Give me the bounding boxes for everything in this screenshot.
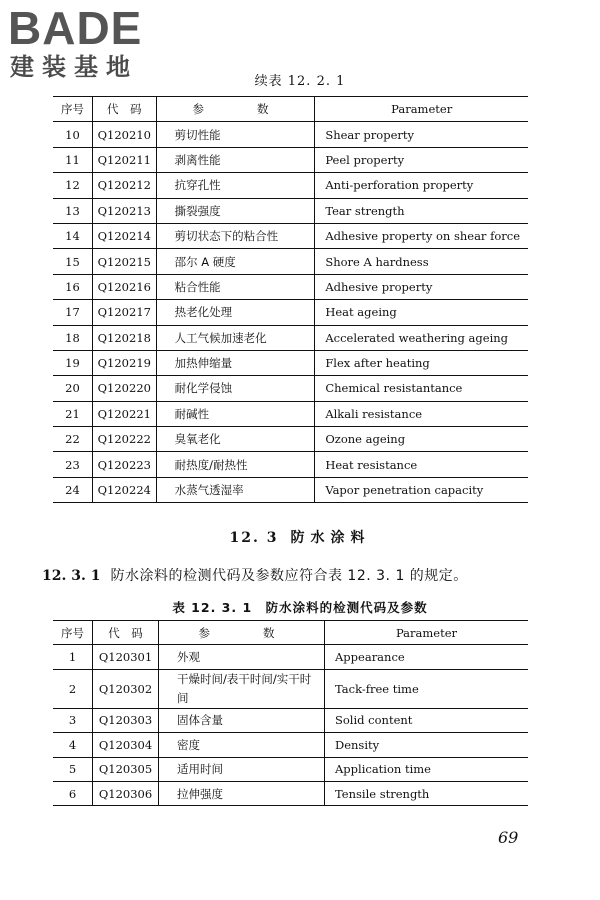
cell-parameter-en: Accelerated weathering ageing — [315, 325, 528, 350]
page-number: 69 — [498, 828, 519, 847]
header-code: 代 码 — [93, 97, 157, 122]
table-row — [53, 645, 528, 669]
cell-parameter-cn: 粘合性能 — [156, 274, 315, 299]
cell-parameter-cn: 拉伸强度 — [159, 781, 325, 805]
cell-code: Q120223 — [93, 452, 157, 477]
cell-index: 23 — [53, 452, 93, 477]
cell-index: 22 — [53, 427, 93, 452]
cell-parameter-cn: 水蒸气透湿率 — [156, 477, 315, 502]
logo-text: BADE — [8, 2, 143, 54]
cell-index: 4 — [53, 733, 93, 757]
cell-parameter-en: Appearance — [325, 645, 529, 669]
cell-index: 18 — [53, 325, 93, 350]
cell-index: 21 — [53, 401, 93, 426]
table-row — [53, 708, 528, 732]
cell-parameter-cn: 臭氧老化 — [156, 427, 315, 452]
section-title: 防水涂料 — [290, 530, 371, 546]
cell-index: 11 — [53, 147, 93, 172]
table-row — [53, 249, 528, 274]
cell-code: Q120221 — [93, 401, 157, 426]
table-row — [53, 350, 528, 375]
table-row — [53, 427, 528, 452]
cell-code: Q120301 — [93, 645, 159, 669]
cell-code: Q120305 — [93, 757, 159, 781]
cell-parameter-cn: 剥离性能 — [156, 147, 315, 172]
parameter-table-continued — [53, 96, 528, 503]
cell-index: 5 — [53, 757, 93, 781]
cell-parameter-en: Vapor penetration capacity — [315, 477, 528, 502]
cell-code: Q120219 — [93, 350, 157, 375]
table-row — [53, 452, 528, 477]
cell-code: Q120211 — [93, 147, 157, 172]
coating-parameter-table — [53, 620, 528, 806]
cell-index: 24 — [53, 477, 93, 502]
cell-code: Q120215 — [93, 249, 157, 274]
cell-parameter-en: Flex after heating — [315, 350, 528, 375]
cell-code: Q120224 — [93, 477, 157, 502]
table-row — [53, 781, 528, 805]
table-row — [53, 477, 528, 502]
table-header-row — [53, 621, 528, 645]
clause-text: 防水涂料的检测代码及参数应符合表 12. 3. 1 的规定。 — [110, 568, 468, 584]
cell-parameter-en: Adhesive property on shear force — [315, 223, 528, 248]
cell-index: 2 — [53, 669, 93, 708]
cell-parameter-cn: 耐化学侵蚀 — [156, 376, 315, 401]
table-caption: 续表 12. 2. 1 — [254, 74, 346, 89]
table-row — [53, 173, 528, 198]
cell-index: 13 — [53, 198, 93, 223]
cell-code: Q120304 — [93, 733, 159, 757]
cell-parameter-en: Heat resistance — [315, 452, 528, 477]
cell-parameter-en: Tack-free time — [325, 669, 529, 708]
cell-index: 12 — [53, 173, 93, 198]
cell-code: Q120214 — [93, 223, 157, 248]
cell-code: Q120210 — [93, 122, 157, 147]
table-row — [53, 733, 528, 757]
header-parameter-cn: 参 数 — [156, 97, 315, 122]
cell-index: 6 — [53, 781, 93, 805]
cell-parameter-cn: 邵尔 A 硬度 — [156, 249, 315, 274]
logo-subtitle: 建装基地 — [10, 53, 138, 81]
section-number: 12. 3 — [229, 530, 279, 546]
cell-code: Q120212 — [93, 173, 157, 198]
cell-code: Q120216 — [93, 274, 157, 299]
cell-index: 16 — [53, 274, 93, 299]
table-row — [53, 198, 528, 223]
table-row — [53, 401, 528, 426]
cell-parameter-en: Chemical resistantance — [315, 376, 528, 401]
cell-parameter-en: Density — [325, 733, 529, 757]
cell-code: Q120213 — [93, 198, 157, 223]
table-row — [53, 223, 528, 248]
table-row — [53, 274, 528, 299]
cell-parameter-en: Shear property — [315, 122, 528, 147]
cell-parameter-en: Ozone ageing — [315, 427, 528, 452]
cell-parameter-cn: 抗穿孔性 — [156, 173, 315, 198]
header-code: 代 码 — [93, 621, 159, 645]
cell-parameter-en: Application time — [325, 757, 529, 781]
table-row — [53, 300, 528, 325]
cell-parameter-cn: 外观 — [159, 645, 325, 669]
cell-parameter-cn: 剪切状态下的粘合性 — [156, 223, 315, 248]
cell-code: Q120222 — [93, 427, 157, 452]
header-index: 序号 — [53, 621, 93, 645]
cell-parameter-cn: 热老化处理 — [156, 300, 315, 325]
table-caption: 表 12. 3. 1 防水涂料的检测代码及参数 — [172, 600, 428, 615]
cell-parameter-en: Anti-perforation property — [315, 173, 528, 198]
cell-index: 15 — [53, 249, 93, 274]
cell-parameter-en: Peel property — [315, 147, 528, 172]
table-row — [53, 147, 528, 172]
cell-code: Q120303 — [93, 708, 159, 732]
cell-parameter-cn: 适用时间 — [159, 757, 325, 781]
cell-index: 19 — [53, 350, 93, 375]
cell-parameter-en: Alkali resistance — [315, 401, 528, 426]
cell-index: 10 — [53, 122, 93, 147]
cell-parameter-cn: 耐热度/耐热性 — [156, 452, 315, 477]
table-row — [53, 122, 528, 147]
cell-code: Q120220 — [93, 376, 157, 401]
cell-parameter-cn: 剪切性能 — [156, 122, 315, 147]
cell-parameter-en: Tear strength — [315, 198, 528, 223]
table-row — [53, 669, 528, 708]
clause-number: 12. 3. 1 — [42, 568, 101, 584]
cell-code: Q120217 — [93, 300, 157, 325]
cell-parameter-en: Heat ageing — [315, 300, 528, 325]
cell-code: Q120302 — [93, 669, 159, 708]
cell-parameter-cn: 干燥时间/表干时间/实干时间 — [159, 669, 325, 708]
header-parameter-cn: 参 数 — [159, 621, 325, 645]
cell-code: Q120306 — [93, 781, 159, 805]
header-index: 序号 — [53, 97, 93, 122]
cell-parameter-cn: 密度 — [159, 733, 325, 757]
cell-parameter-en: Shore A hardness — [315, 249, 528, 274]
cell-parameter-cn: 撕裂强度 — [156, 198, 315, 223]
header-parameter-en: Parameter — [315, 97, 528, 122]
section-heading — [0, 527, 600, 547]
cell-parameter-en: Solid content — [325, 708, 529, 732]
table-row — [53, 376, 528, 401]
table-row — [53, 325, 528, 350]
cell-index: 20 — [53, 376, 93, 401]
header-parameter-en: Parameter — [325, 621, 529, 645]
cell-parameter-en: Adhesive property — [315, 274, 528, 299]
cell-parameter-cn: 耐碱性 — [156, 401, 315, 426]
cell-parameter-cn: 固体含量 — [159, 708, 325, 732]
cell-index: 3 — [53, 708, 93, 732]
table-header-row — [53, 97, 528, 122]
cell-index: 17 — [53, 300, 93, 325]
cell-parameter-cn: 人工气候加速老化 — [156, 325, 315, 350]
cell-code: Q120218 — [93, 325, 157, 350]
cell-parameter-en: Tensile strength — [325, 781, 529, 805]
cell-parameter-cn: 加热伸缩量 — [156, 350, 315, 375]
clause-paragraph — [42, 565, 468, 585]
table-row — [53, 757, 528, 781]
cell-index: 1 — [53, 645, 93, 669]
cell-index: 14 — [53, 223, 93, 248]
